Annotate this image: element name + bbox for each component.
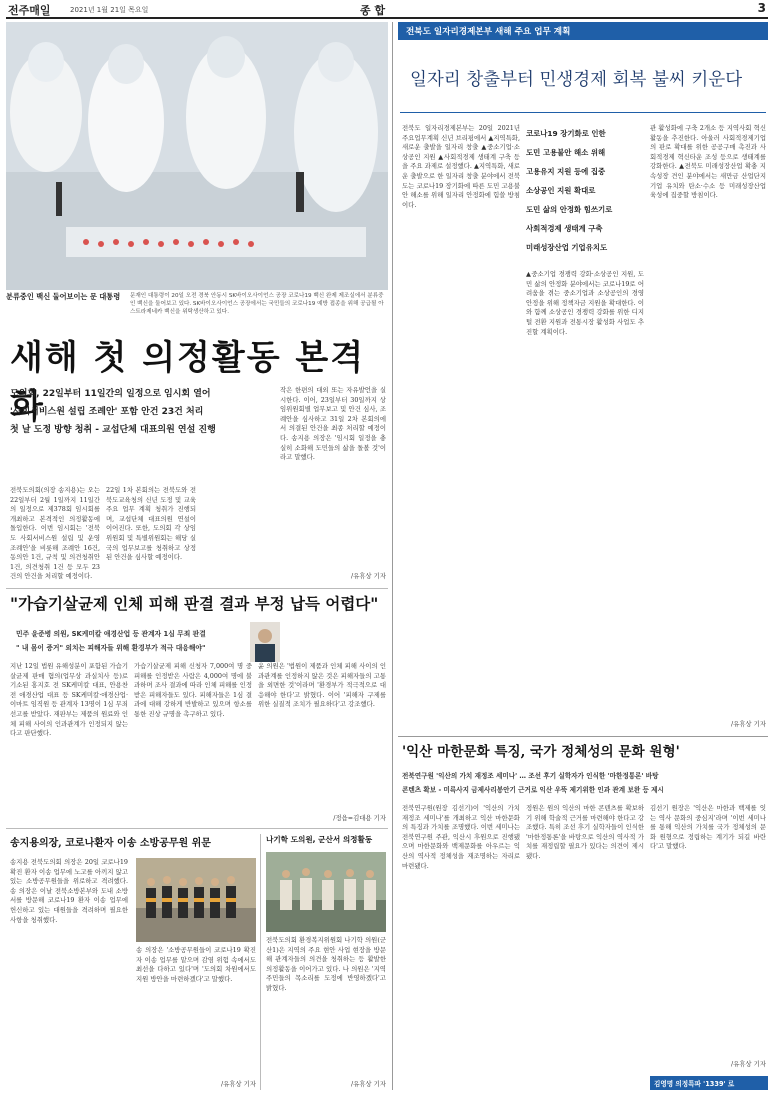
- main-headline: 새해 첫 의정활동 본격화: [10, 338, 366, 427]
- gov-headline-rule: [400, 112, 766, 113]
- main-col1: 전북도의회(의장 송지용)는 오는 22일부터 2월 1일까지 11일간의 일정으로 제378회 임시회를 개최하고 본격적인 의정활동에 돌입한다. 이번 임시회는 '전북도 사회서비스원 설립 및 운영 조례안'을 비롯해 조례안 16건, 동의안 1건, 규칙 및 의견청취안 1건, 의견청취 1건 등 모두 23건의 안건을 처리할 예정이다.: [10, 486, 100, 581]
- iksan-col1: 전북연구원(원장 김선기)이 '익산의 가치 재정조 세미나'를 개최하고 익산 마한문화의 특징과 가치를 조명했다. 이번 세미나는 전북연구원 주관, 익산시 후원으로 진행됐으며 마한문화와 백제문화를 아우르는 익산의 역사적 정체성을 재조명하는 자리로 마련됐다.: [402, 804, 520, 870]
- footer-banner-text: 김영명 의정특파 '1339' 로: [654, 1080, 735, 1088]
- kim-photo: [266, 852, 386, 932]
- column-divider: [392, 22, 393, 1090]
- gov-col3: 관 활성화에 구축 2개소 등 지역사회 혁신활동을 추진한다. 아울러 사회적경제기업의 판로 확대를 위한 공공구매 촉진과 사회적경제 혁신타운 조성 등으로 생태계를 강화한다. ▲전북도 미래성장산업 확충 지속성장 견인 분야에서는 새만금 산업단지 기업 유치와 탄소·수소 등 미래성장산업 육성에 집중할 방침이다.: [650, 124, 766, 200]
- paper-name: 전주매일: [8, 4, 51, 17]
- gov-sidebar: [526, 124, 642, 264]
- tax-sub1: 민주 윤준병 의원, SK케미칼 애경산업 등 관계자 1심 무죄 판결: [16, 630, 206, 638]
- kim-photo-illustration: [266, 852, 386, 932]
- gov-box-title: [398, 22, 768, 40]
- divider-2: [6, 828, 388, 829]
- main-col3: 작은 한편의 대외 또는 자유발언을 실시한다. 이어, 23일부터 30일까지 상임위원회별 업무보고 및 안건 심사, 조례안을 심사하고 31일 2차 본회의에서 의결된 안건을 최종 처리할 예정이다. 송지용 의장은 '임시회 일정을 충실히 소화해 도민들의 삶을 돌볼 것'이라고 말했다.: [280, 386, 386, 462]
- divider-fire-kim: [260, 834, 261, 1090]
- iksan-col2: 정원은 원의 익산의 마한 콘텐츠를 확보하기 위해 학술적 근거를 마련해야 한다고 강조했다. 특히 조선 후기 실학자들이 인식한 '마한정통론'을 바탕으로 익산의 역사적 가치를 재정립할 필요가 있다는 의견이 제시됐다.: [526, 804, 644, 860]
- footer-banner: [650, 1076, 768, 1090]
- kim-headline: 나기학 도의원, 군산서 의정활동: [266, 835, 373, 844]
- gov-col2: ▲중소기업 경쟁력 강화·소상공인 지원, 도민 삶의 안정화 분야에서는 코로나19로 어려움을 겪는 중소기업과 소상공인의 경영 안정을 위해 정책자금 지원을 확대한다. 이와 함께 소상공인 경쟁력 강화를 위한 디지털 전환 지원과 전통시장 활성화 사업도 추진할 계획이다.: [526, 270, 644, 336]
- photo-caption-title: 분류중인 백신 둘어보이는 문 대통령: [6, 292, 121, 301]
- sidebar-line-2: 고용유지 지원 등에 집중: [526, 167, 606, 176]
- vaccine-photo: [6, 22, 388, 290]
- issue-date: 2021년 1월 21일 목요일: [70, 6, 149, 14]
- sidebar-line-5: 사회적경제 생태계 구축: [526, 224, 603, 233]
- tax-sub2: " 내 몸이 증거" 외치는 피해자들 위해 환경부가 적극 대응해야": [16, 644, 206, 652]
- main-sub1: 도의회, 22일부터 11일간의 일정으로 임시회 열어: [10, 389, 211, 399]
- masthead-rule: [6, 17, 768, 19]
- kim-text: 전북도의회 환경복지위원회 나기학 의원(군산1)은 지역의 주요 현안 사업 현장을 방문해 관계자들의 의견을 청취하는 등 활발한 의정활동을 이어가고 있다. 나 의원은 '지역 주민들의 목소리를 도정에 반영하겠다'고 밝혔다.: [266, 936, 386, 992]
- section-name: 종 합: [360, 4, 386, 17]
- iksan-headline: '익산 마한문화 특징, 국가 정체성의 문화 원형': [402, 744, 680, 760]
- main-byline: /유휴상 기자: [350, 572, 386, 580]
- iksan-byline: /유휴상 기자: [730, 1060, 766, 1068]
- main-sub2: '사회서비스원 설립 조례안' 포함 안건 23건 처리: [10, 407, 204, 417]
- tax-headline: "가습기살균제 인체 피해 판결 결과 부정 납득 어렵다": [10, 594, 379, 613]
- fire-photo: [136, 858, 256, 942]
- tax-col1: 지난 12일 법원 유해성분이 포함된 가습기살균제 판매 혐의(업무상 과실치사 등)로 기소된 홍지호 전 SK케미칼 대표, 안용찬 전 애경산업 대표 등 SK케미칼·애경산업·이마트 임직원 등 관계자 13명이 1심 무죄 선고를 받았다. 재판부는 제품의 원료와 인체 피해 사이의 인과관계가 인정되지 않는다고 판단했다.: [10, 662, 128, 738]
- kim-byline: /유휴상 기자: [350, 1080, 386, 1088]
- iksan-sub2: 콘텐츠 확보 - 미륵사지 금제사리봉안기 근거로 익산 우뚝 제기위한 인과 관계 보완 등 제시: [402, 786, 664, 794]
- photo-illustration: [6, 22, 388, 290]
- sidebar-line-3: 소상공인 지원 확대로: [526, 186, 596, 195]
- gov-box-title-text: 전북도 일자리경제본부 새해 주요 업무 계획: [406, 27, 571, 37]
- tax-col2: 가습기살균제 피해 신청자 7,000여 명 중 피해를 인정받은 사람은 4,000여 명에 불과하며 조사 결과에 따라 인체 피해를 인정받은 피해자들도 있다. 피해자들은 1심 결과에 대해 강하게 반발하고 있으며 항소를 통한 진상 규명을 촉구하고 있다.: [134, 662, 252, 718]
- masthead: [0, 0, 774, 18]
- tax-col3: 윤 의원은 '법원이 제품과 인체 피해 사이의 인과관계를 인정하지 않은 것은 피해자들의 고통을 외면한 것'이라며 '환경부가 적극적으로 대응해야 한다'고 밝혔다. 이어 '피해자 구제를 위한 실질적 조치가 필요하다'고 강조했다.: [258, 662, 386, 709]
- fire-text2: 송 의장은 '소방공무원들이 코로나19 확진자 이송 업무를 맡으며 감염 위험 속에서도 최선을 다하고 있다'며 '도의회 차원에서도 지원 방안을 마련하겠다'고 말했다.: [136, 946, 256, 983]
- divider-1: [6, 588, 388, 589]
- sidebar-line-4: 도민 삶의 안정화 힘쓰기로: [526, 205, 613, 214]
- iksan-sub1: 전북연구원 '익산의 가치 재정조 세미나' … 조선 후기 실학자가 인식한 '마한정통론' 바탕: [402, 772, 659, 780]
- iksan-col3: 김선기 원장은 '익산은 마한과 백제를 잇는 역사 문화의 중심지'라며 '이번 세미나를 통해 익산의 가치를 국가 정체성의 문화 원형으로 정립하는 계기가 되길 바란다'고 말했다.: [650, 804, 766, 851]
- gov-col1: 전북도 일자리경제본부는 20일 2021년 주요업무계획 신년 브리핑에서 ▲지역특화, 새로운 출발을 일자리 창출 ▲중소기업·소상공인 지원 ▲사회적경제 생태계 구축 등을 주요 과제로 설정했다. ▲지역특화, 새로운 출발으로 한 일자리 창출 분야에서 전북도는 코로나19 장기화에 따른 도민 고용불안 해소를 위해 일자리 안정화에 힘쓸 방침이다.: [402, 124, 520, 209]
- main-sub3: 첫 날 도정 방향 청취 - 교섭단체 대표의원 연설 진행: [10, 425, 216, 435]
- photo-caption: [6, 292, 388, 322]
- fire-text: 송지용 전북도의회 의장은 20일 코로나19 확진 환자 이송 업무에 노고를 아끼지 않고 있는 소방공무원들을 위로하고 격려했다. 송 의장은 이날 전북소방본부와 도내 소방서를 방문해 코로나19 환자 이송 업무에 헌신하고 있는 대원들을 격려하며 필요한 사항을 청취했다.: [10, 858, 128, 924]
- main-col2: 22일 1차 본회의는 전북도와 전북도교육청의 신년 도정 및 교육 주요 업무 계획 청취가 진행되며, 교섭단체 대표의원 연설이 이어진다. 또한, 도의회 각 상임위원회 및 특별위원회는 해당 실국의 업무보고를 청취하고 상정된 안건을 심사할 예정이다.: [106, 486, 196, 562]
- gov-byline: /유휴상 기자: [730, 720, 766, 728]
- fire-headline: 송지용의장, 코로나환자 이송 소방공무원 위문: [10, 838, 211, 849]
- sidebar-line-0: 코로나19 장기화로 인한: [526, 129, 606, 138]
- sidebar-line-1: 도민 고용불안 해소 위해: [526, 148, 606, 157]
- fire-byline: /유휴상 기자: [220, 1080, 256, 1088]
- gov-headline: 일자리 창출부터 민생경제 회복 불씨 키운다: [410, 70, 743, 90]
- photo-caption-text: 문재인 대통령이 20일 오전 경북 안동시 SK바이오사이언스 공장 코로나19 백신 완제 제조실에서 분류중인 백신을 둘어보고 있다. SK바이오사이언스 공장에서는 국민들의 코로나19 예방 접종을 위해 공급될 아스트라제네카 백신을 위탁생산하고 있다.: [130, 293, 384, 315]
- yoon-portrait: [250, 622, 280, 662]
- page-number: 3: [757, 1, 766, 15]
- divider-gov-iksan: [398, 736, 768, 737]
- fire-photo-illustration: [136, 858, 256, 942]
- sidebar-line-6: 미래성장산업 기업유치도: [526, 243, 608, 252]
- portrait-illustration: [250, 622, 280, 662]
- tax-byline: /정읍=김대용 기자: [333, 814, 386, 822]
